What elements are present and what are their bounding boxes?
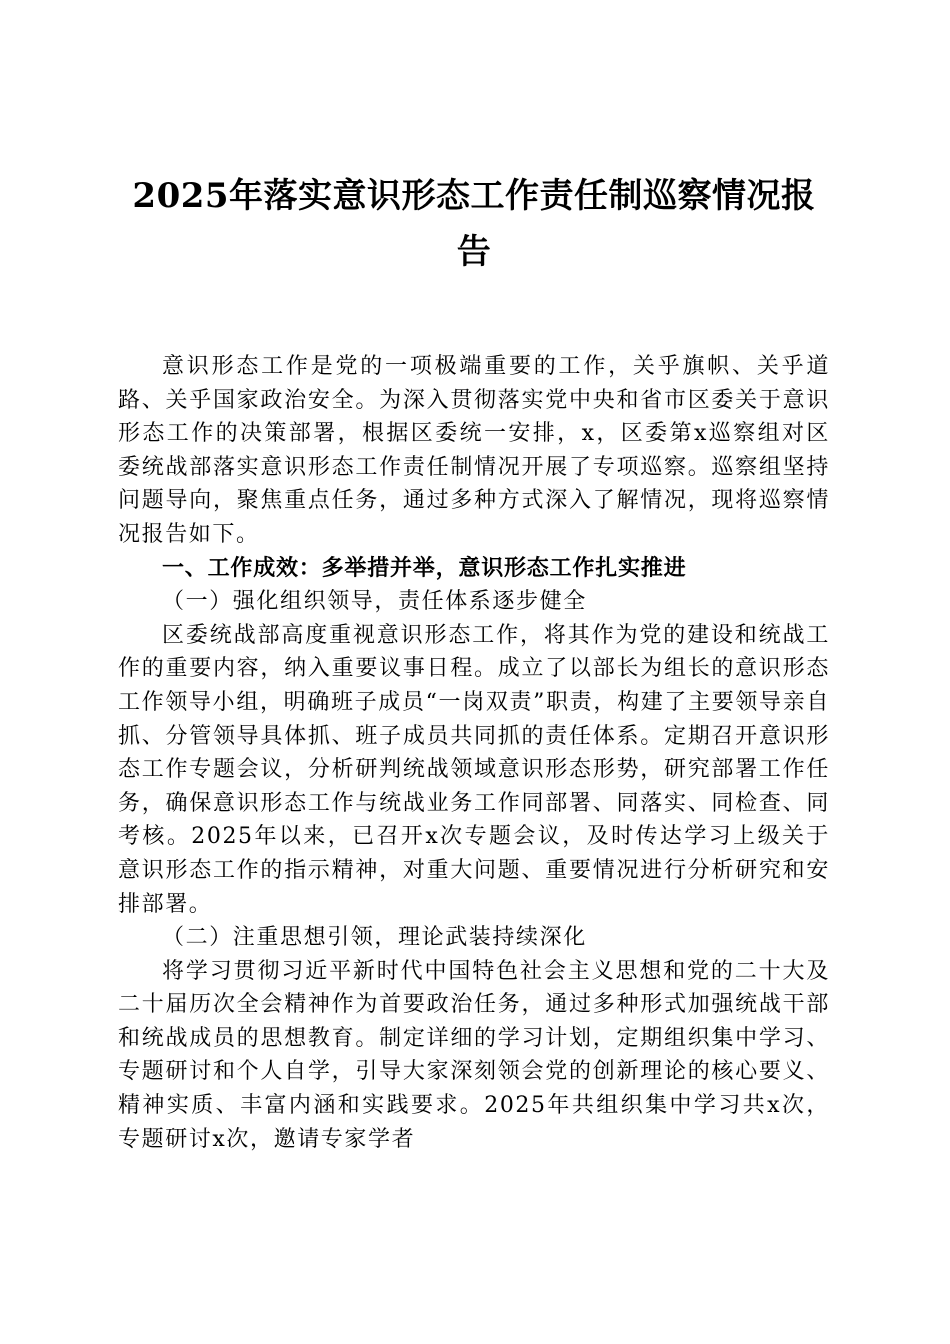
subsection-2-heading: （二）注重思想引领，理论武装持续深化 (162, 925, 587, 951)
subsection-1-heading: （一）强化组织领导，责任体系逐步健全 (162, 589, 587, 615)
subsection-2-body: 将学习贯彻习近平新时代中国特色社会主义思想和党的二十大及二十届历次全会精神作为首要政治任务，通过多种形式加强统战干部和统战成员的思想教育。制定详细的学习计划，定期组织集中学习、专题研讨和个人自学，引导大家深刻领会党的创新理论的核心要义、精神实质、丰富内涵和实践要求。2025年共组织集中学习共x次，专题研讨x次，邀请专家学者 (118, 958, 830, 1152)
document-title: 2025年落实意识形态工作责任制巡察情况报告 (132, 176, 816, 272)
title-spacer (118, 280, 830, 350)
intro-paragraph: 意识形态工作是党的一项极端重要的工作，关乎旗帜、关乎道路、关乎国家政治安全。为深入贯彻落实党中央和省市区委关于意识形态工作的决策部署，根据区委统一安排，x，区委第x巡察组对区委统战部落实意识形态工作责任制情况开展了专项巡察。巡察组坚持问题导向，聚焦重点任务，通过多种方式深入了解情况，现将巡察情况报告如下。 (118, 354, 830, 547)
document-page (118, 168, 830, 1156)
section-1-heading: 一、工作成效：多举措并举，意识形态工作扎实推进 (162, 554, 687, 581)
subsection-1-body: 区委统战部高度重视意识形态工作，将其作为党的建设和统战工作的重要内容，纳入重要议事日程。成立了以部长为组长的意识形态工作领导小组，明确班子成员“一岗双责”职责，构建了主要领导亲自抓、分管领导具体抓、班子成员共同抓的责任体系。定期召开意识形态工作专题会议，分析研判统战领域意识形态形势，研究部署工作任务，确保意识形态工作与统战业务工作同部署、同落实、同检查、同考核。2025年以来，已召开x次专题会议，及时传达学习上级关于意识形态工作的指示精神，对重大问题、重要情况进行分析研究和安排部署。 (118, 622, 830, 917)
